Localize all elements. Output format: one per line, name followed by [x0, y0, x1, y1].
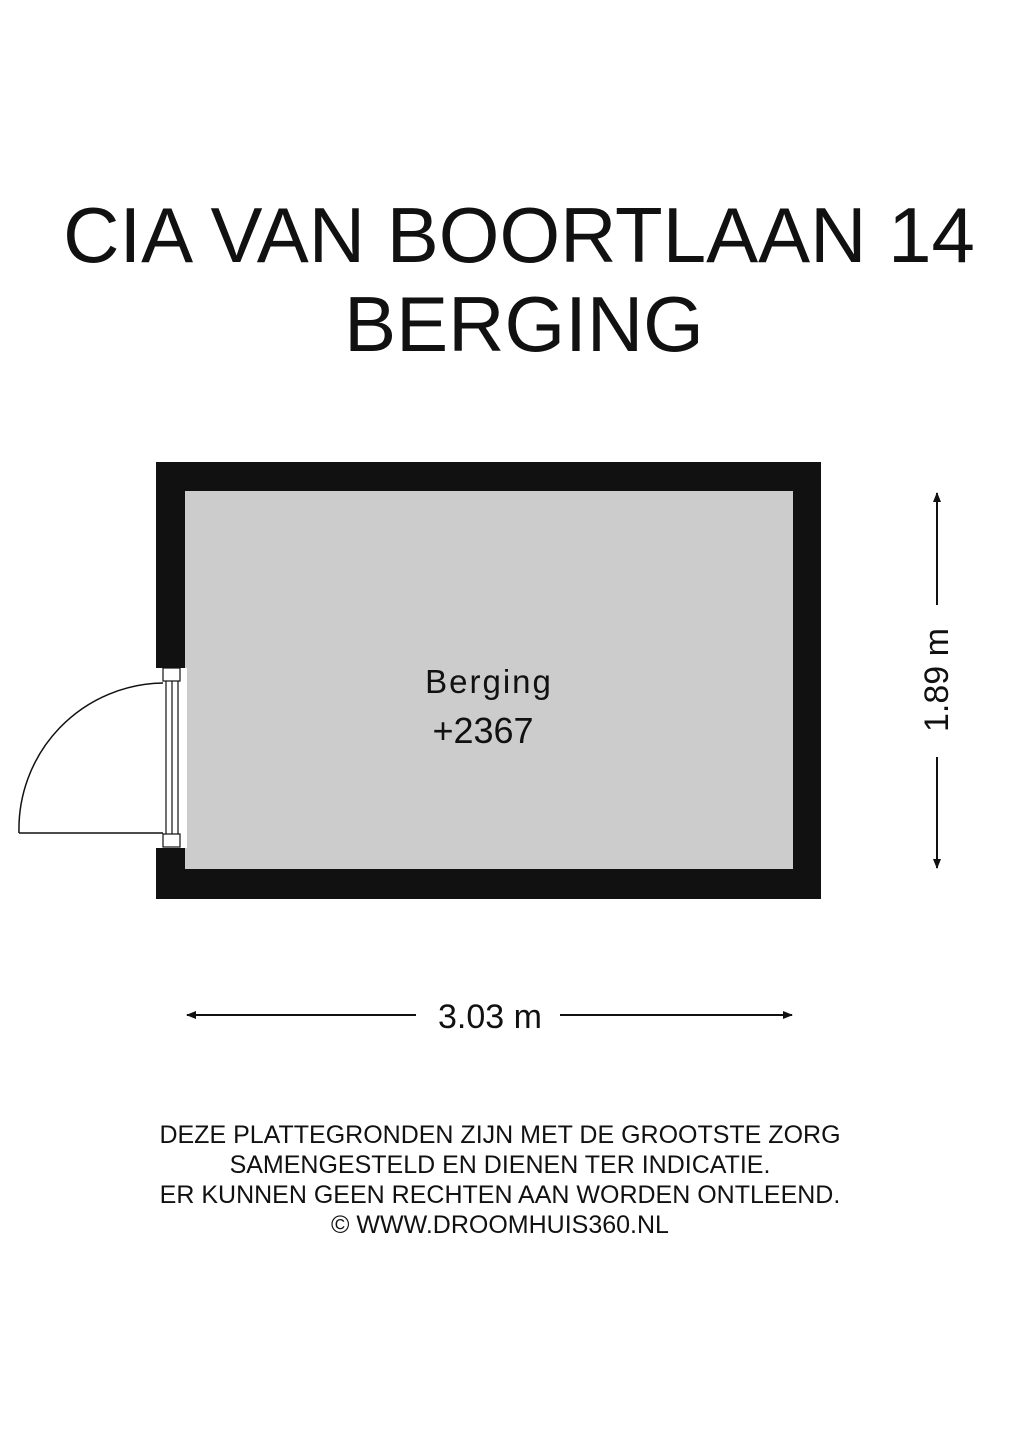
disclaimer: [0, 1120, 1000, 1240]
depth-dimension-label: 1.89 m: [918, 628, 956, 732]
width-dimension-label: 3.03 m: [438, 998, 542, 1036]
room-level: +2367: [432, 710, 534, 751]
door-jamb-bottom: [163, 834, 180, 847]
door-swing-arc: [19, 683, 163, 833]
door-jamb-top: [163, 668, 180, 681]
plan-title-room: BERGING: [344, 280, 704, 368]
disclaimer-line: ER KUNNEN GEEN RECHTEN AAN WORDEN ONTLEEND.: [159, 1181, 841, 1209]
door-opening: [154, 668, 187, 848]
plan-title-address: CIA VAN BOORTLAAN 14: [63, 191, 975, 279]
room-label: Berging: [425, 663, 553, 700]
disclaimer-line: SAMENGESTELD EN DIENEN TER INDICATIE.: [229, 1151, 771, 1179]
copyright-line: © WWW.DROOMHUIS360.NL: [331, 1211, 669, 1239]
disclaimer-line: DEZE PLATTEGRONDEN ZIJN MET DE GROOTSTE ZORG: [159, 1121, 841, 1149]
